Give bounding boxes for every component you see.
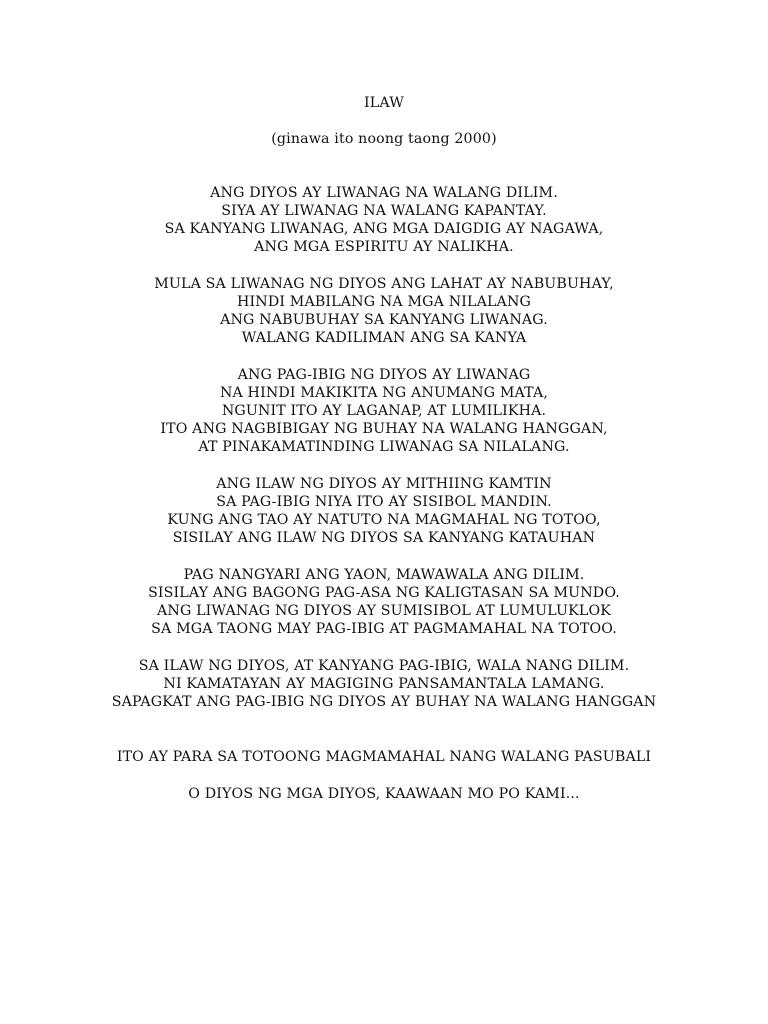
poem-line: NGUNIT ITO AY LAGANAP, AT LUMILIKHA. [221,403,547,419]
poem-line: PAG NANGYARI ANG YAON, MAWAWALA ANG DILIM. [183,567,585,583]
poem-line: NA HINDI MAKIKITA NG ANUMANG MATA, [219,385,549,401]
poem-line: ITO ANG NAGBIBIGAY NG BUHAY NA WALANG HANGGAN, [160,421,608,437]
poem-line: SIYA AY LIWANAG NA WALANG KAPANTAY. [221,203,547,219]
poem-line: SA MGA TAONG MAY PAG-IBIG AT PAGMAMAHAL NA TOTOO. [151,621,617,637]
poem-line: ANG NABUBUHAY SA KANYANG LIWANAG. [220,312,548,328]
poem-title: ILAW [364,95,404,111]
poem-line: ANG DIYOS AY LIWANAG NA WALANG DILIM. [210,185,558,201]
poem-dedication: ITO AY PARA SA TOTOONG MAGMAMAHAL NANG WALANG PASUBALI [116,749,652,765]
poem-line: ANG PAG-IBIG NG DIYOS AY LIWANAG [237,367,531,383]
poem-line: WALANG KADILIMAN ANG SA KANYA [241,330,527,346]
poem-line: ANG LIWANAG NG DIYOS AY SUMISIBOL AT LUMULUKLOK [157,603,611,619]
poem-subtitle: (ginawa ito noong taong 2000) [271,131,497,147]
poem-line: SAPAGKAT ANG PAG-IBIG NG DIYOS AY BUHAY NA WALANG HANGGAN [111,694,657,710]
poem-line: KUNG ANG TAO AY NATUTO NA MAGMAHAL NG TOTOO, [167,512,601,528]
poem-line: NI KAMATAYAN AY MAGIGING PANSAMANTALA LAMANG. [163,676,605,692]
poem-line: SISILAY ANG BAGONG PAG-ASA NG KALIGTASAN SA MUNDO. [148,585,620,601]
poem-line: SA ILAW NG DIYOS, AT KANYANG PAG-IBIG, WALA NANG DILIM. [138,658,630,674]
poem-line: HINDI MABILANG NA MGA NILALANG [237,294,531,310]
poem-line: MULA SA LIWANAG NG DIYOS ANG LAHAT AY NABUBUHAY, [154,276,614,292]
poem-line: SA PAG-IBIG NIYA ITO AY SISIBOL MANDIN. [216,494,552,510]
poem-line: ANG MGA ESPIRITU AY NALIKHA. [254,239,514,255]
poem-line: SISILAY ANG ILAW NG DIYOS SA KANYANG KATAUHAN [172,530,596,546]
poem-line: SA KANYANG LIWANAG, ANG MGA DAIGDIG AY NAGAWA, [164,221,604,237]
poem-closing: O DIYOS NG MGA DIYOS, KAAWAAN MO PO KAMI... [188,786,580,802]
poem-line: ANG ILAW NG DIYOS AY MITHIING KAMTIN [216,476,552,492]
poem-line: AT PINAKAMATINDING LIWANAG SA NILALANG. [198,439,570,455]
